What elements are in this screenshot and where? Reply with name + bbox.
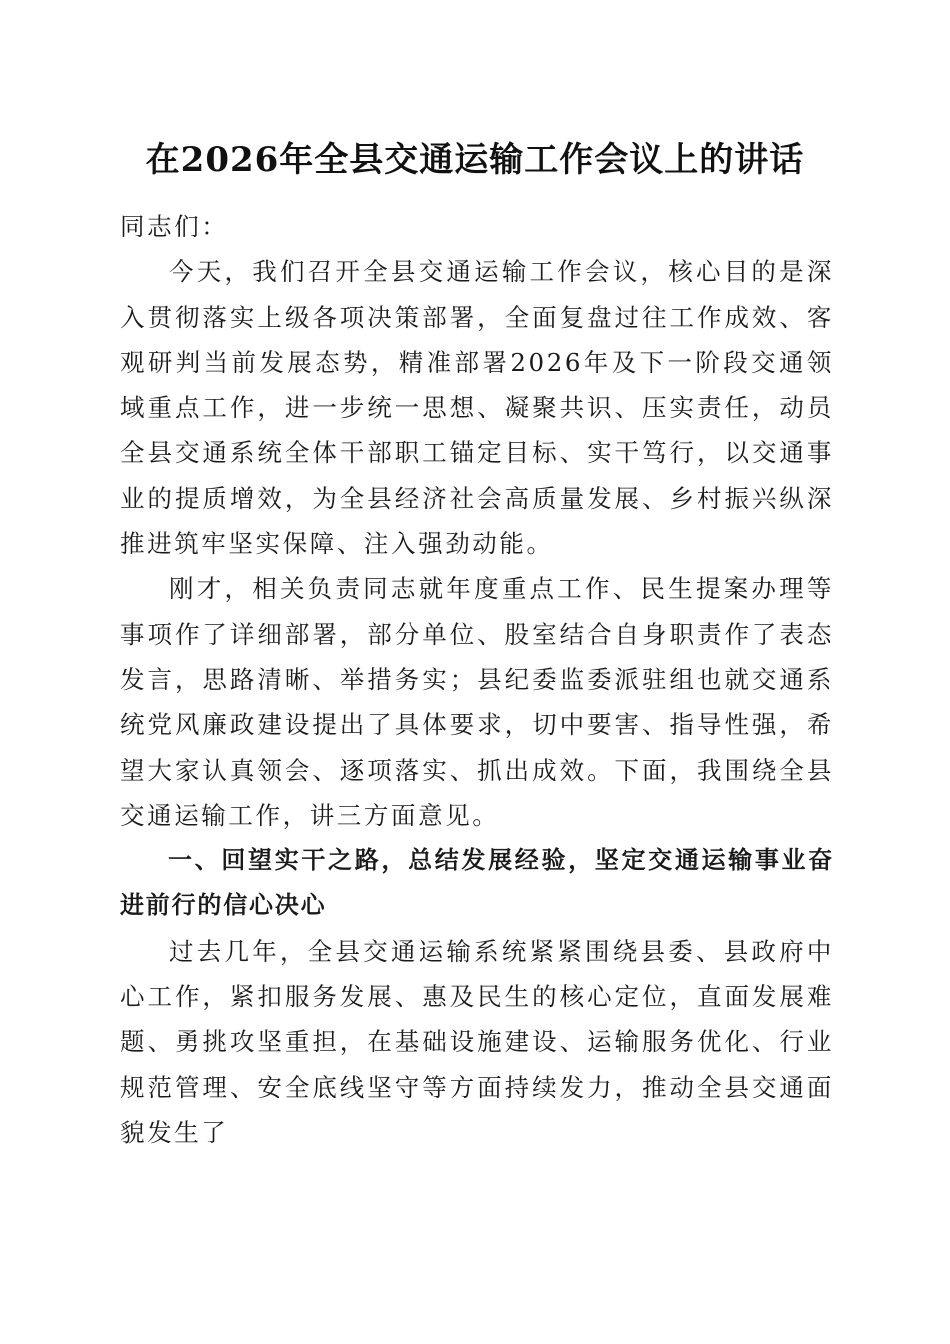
paragraph-review: 刚才，相关负责同志就年度重点工作、民生提案办理等事项作了详细部署，部分单位、股室结合自身职责作了表态发言，思路清晰、举措务实；县纪委监委派驻组也就交通系统党风廉政建设提出了具体要求，切中要害、指导性强，希望大家认真领会、逐项落实、抓出成效。下面，我围绕全县交通运输工作，讲三方面意见。: [120, 574, 834, 830]
paragraph-past-years: 过去几年，全县交通运输系统紧紧围绕县委、县政府中心工作，紧扣服务发展、惠及民生的核心定位，直面发展难题、勇挑攻坚重担，在基础设施建设、运输服务优化、行业规范管理、安全底线坚守等方面持续发力，推动全县交通面貌发生了: [120, 936, 834, 1147]
paragraph-opening: 今天，我们召开全县交通运输工作会议，核心目的是深入贯彻落实上级各项决策部署，全面复盘过往工作成效、客观研判当前发展态势，精准部署2026年及下一阶段交通领域重点工作，进一步统一思想、凝聚共识、压实责任，动员全县交通系统全体干部职工锚定目标、实干笃行，以交通事业的提质增效，为全县经济社会高质量发展、乡村振兴纵深推进筑牢坚实保障、注入强劲动能。: [120, 257, 834, 559]
salutation: 同志们：: [120, 212, 229, 241]
document-title: 在2026年全县交通运输工作会议上的讲话: [145, 140, 805, 180]
section-heading-1: 一、回望实干之路，总结发展经验，坚定交通运输事业奋进前行的信心决心: [120, 846, 834, 920]
document-body: [120, 204, 834, 1155]
